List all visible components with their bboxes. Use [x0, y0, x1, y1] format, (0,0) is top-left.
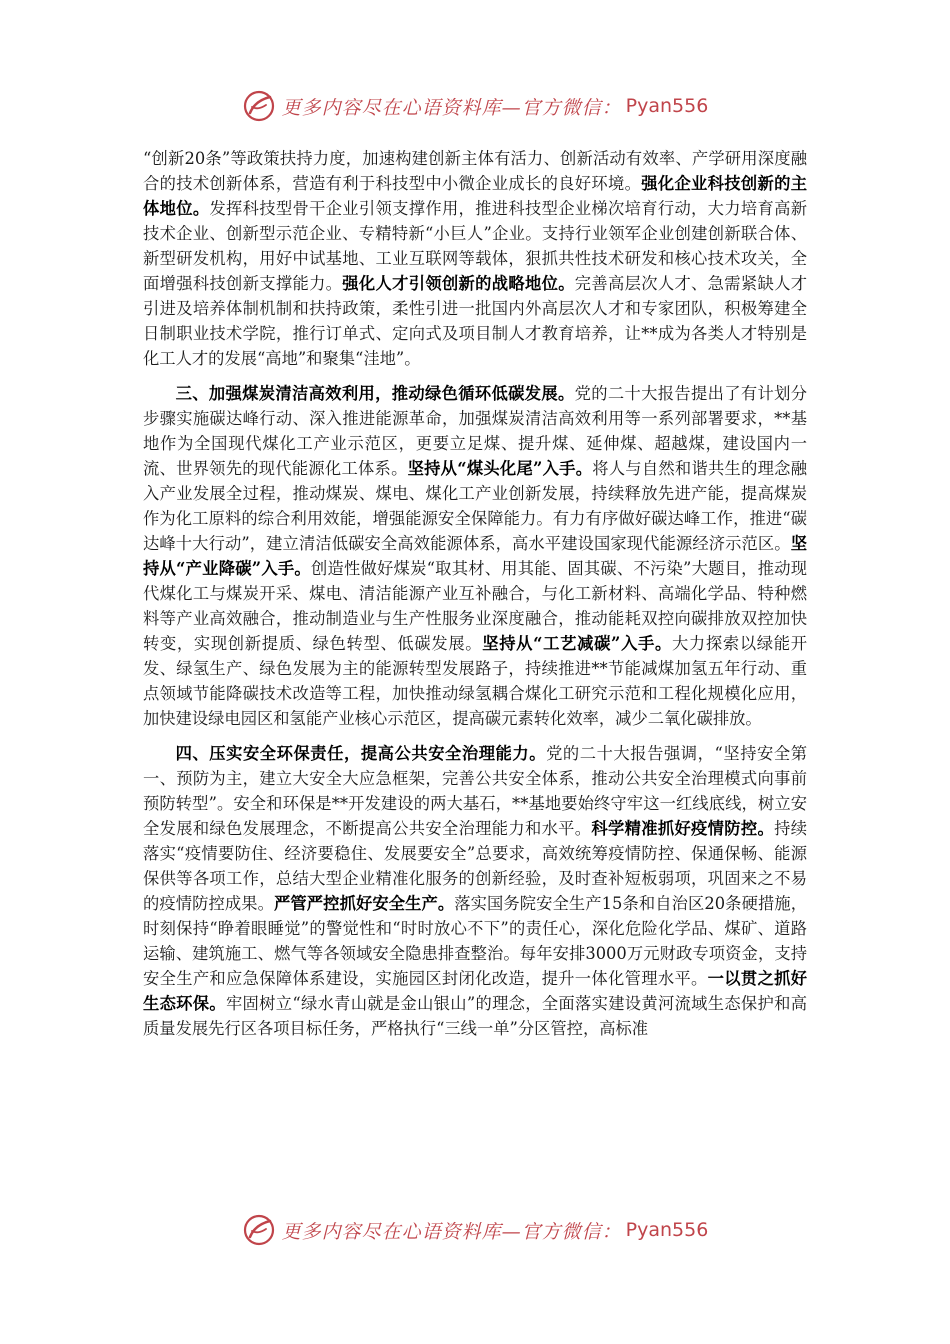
paragraph-2 — [143, 381, 807, 731]
banner-text: 更多内容尽在心语资料库—官方微信： — [281, 1220, 622, 1243]
text-run: 党的二十大报告强调，“坚持安全第一、预防为主，建立大安全大应急框架，完善公共安全体系，推动公共安全治理模式向事前预防转型”。安全和环保是**开发建设的两大基石，**基地要始终守牢这一红线底线，树立安全发展和绿色发展理念，不断提高公共安全治理能力和水平。 — [143, 744, 807, 838]
document-body — [143, 146, 807, 1041]
text-run: 发挥科技型骨干企业引领支撑作用，推进科技型企业梯次培育行动，大力培育高新技术企业、创新型示范企业、专精特新“小巨人”企业。支持行业领军企业创建创新联合体、新型研发机构，用好中试基地、工业互联网等载体，狠抓共性技术研发和核心技术攻关，全面增强科技创新支撑能力。 — [143, 199, 807, 293]
text-run: 牢固树立“绿水青山就是金山银山”的理念，全面落实建设黄河流域生态保护和高质量发展先行区各项目标任务，严格执行“三线一单”分区管控，高标准 — [143, 994, 807, 1038]
bold-heading: 一以贯之抓好生态环保。 — [143, 969, 807, 1013]
bold-heading: 坚持从“煤头化尾”入手。 — [407, 459, 593, 478]
banner-wechat-id: Pyan556 — [625, 95, 709, 117]
text-run: “创新20条”等政策扶持力度，加速构建创新主体有活力、创新活动有效率、产学研用深度融合的技术创新体系，营造有利于科技型中小微企业成长的良好环境。 — [143, 149, 807, 193]
bold-heading: 科学精准抓好疫情防控。 — [591, 819, 775, 838]
section-heading: 三、加强煤炭清洁高效利用，推动绿色循环低碳发展。 — [175, 384, 575, 403]
bold-heading: 坚持从“产业降碳”入手。 — [143, 534, 807, 578]
text-run: 创造性做好煤炭“取其材、用其能、固其碳、不污染”大题目，推动现代煤化工与煤炭开采、煤电、清洁能源产业互补融合，与化工新材料、高端化学品、特种燃料等产业高效融合，推动制造业与生产性服务业深度融合，推动能耗双控向碳排放双控加快转变，实现创新提质、绿色转型、低碳发展。 — [143, 559, 808, 653]
banner-wechat-id: Pyan556 — [625, 1219, 709, 1241]
brand-logo-icon — [242, 89, 276, 123]
text-run: 将人与自然和谐共生的理念融入产业发展全过程，推动煤炭、煤电、煤化工产业创新发展，持续释放先进产能，提高煤炭作为化工原料的综合利用效能，增强能源安全保障能力。有力有序做好碳达峰工作，推进“碳达峰十大行动”，建立清洁低碳安全高效能源体系，高水平建设国家现代能源经济示范区。 — [143, 459, 807, 553]
text-run: 持续落实“疫情要防住、经济要稳住、发展要安全”总要求，高效统筹疫情防控、保通保畅、能源保供等各项工作，总结大型企业精准化服务的创新经验，及时查补短板弱项，巩固来之不易的疫情防控成果。 — [143, 819, 807, 913]
bold-heading: 严管严控抓好安全生产。 — [274, 894, 455, 913]
header-banner — [0, 86, 950, 126]
brand-logo-icon — [242, 1213, 276, 1247]
text-run: 大力探索以绿能开发、绿氢生产、绿色发展为主的能源转型发展路子，持续推进**节能减煤加氢五年行动、重点领域节能降碳技术改造等工程，加快推动绿氢耦合煤化工研究示范和工程化规模化应用，加快建设绿电园区和氢能产业核心示范区，提高碳元素转化效率，减少二氧化碳排放。 — [143, 634, 807, 728]
paragraph-3 — [143, 741, 807, 1041]
section-heading: 四、压实安全环保责任，提高公共安全治理能力。 — [175, 744, 547, 763]
bold-heading: 坚持从“工艺减碳”入手。 — [482, 634, 672, 653]
banner-text: 更多内容尽在心语资料库—官方微信： — [281, 96, 622, 119]
bold-heading: 强化人才引领创新的战略地位。 — [342, 274, 575, 293]
text-run: 党的二十大报告提出了有计划分步骤实施碳达峰行动、深入推进能源革命，加强煤炭清洁高效利用等一系列部署要求，**基地作为全国现代煤化工产业示范区，更要立足煤、提升煤、延伸煤、超越煤，建设国内一流、世界领先的现代能源化工体系。 — [143, 384, 807, 478]
bold-heading: 强化企业科技创新的主体地位。 — [143, 174, 807, 218]
paragraph-1 — [143, 146, 807, 371]
text-run: 完善高层次人才、急需紧缺人才引进及培养体制机制和扶持政策，柔性引进一批国内外高层次人才和专家团队，积极筹建全日制职业技术学院，推行订单式、定向式及项目制人才教育培养，让**成为各类人才特别是化工人才的发展“高地”和聚集“洼地”。 — [143, 274, 807, 368]
text-run: 落实国务院安全生产15条和自治区20条硬措施，时刻保持“睁着眼睡觉”的警觉性和“时时放心不下”的责任心，深化危险化学品、煤矿、道路运输、建筑施工、燃气等各领域安全隐患排查整治。每年安排3000万元财政专项资金，支持安全生产和应急保障体系建设，实施园区封闭化改造，提升一体化管理水平。 — [143, 894, 807, 988]
footer-banner — [0, 1210, 950, 1250]
